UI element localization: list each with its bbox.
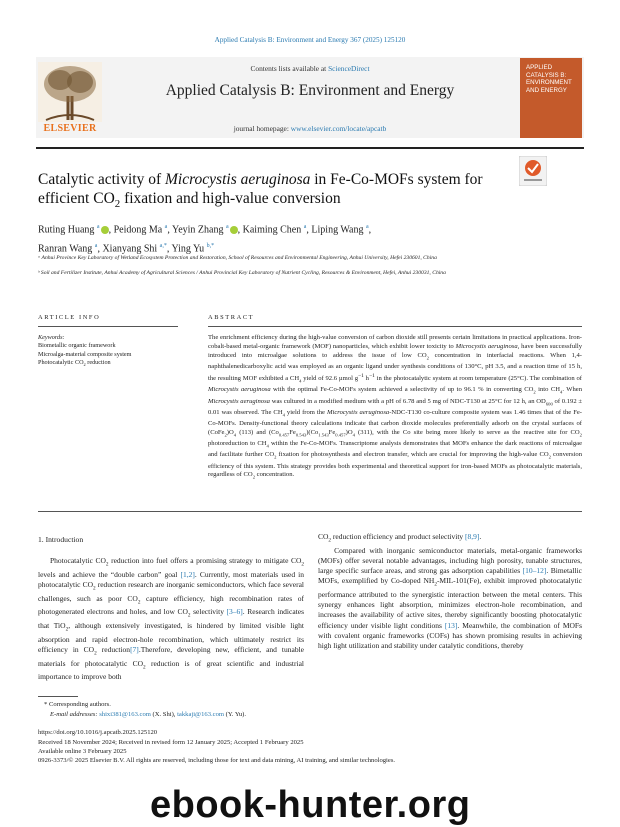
email-link-shi[interactable]: shixi381@163.com [99, 711, 151, 718]
affiliation-marker[interactable]: a [225, 224, 229, 230]
contents-prefix: Contents lists available at [250, 64, 329, 73]
abstract-rule [208, 326, 582, 327]
section-heading-introduction: 1. Introduction [38, 535, 84, 544]
elsevier-tree-logo [38, 62, 102, 122]
copyright-line: 0926-3373/© 2025 Elsevier B.V. All rights are reserved, including those for text and data mining, AI training, and similar technologies. [38, 757, 396, 764]
affiliation-marker[interactable]: a [164, 224, 168, 230]
received-dates: Received 18 November 2024; Received in revised form 12 January 2025; Accepted 1 February 2025 [38, 739, 304, 746]
affiliation-marker[interactable]: a [96, 224, 100, 230]
journal-cover-image[interactable] [520, 58, 582, 138]
journal-reference[interactable]: Applied Catalysis B: Environment and Energy 367 (2025) 125120 [214, 36, 406, 44]
orcid-icon[interactable] [101, 226, 109, 234]
intro-column-left: Photocatalytic $CO_2$ reduction into fuel offers a promising strategy to mitigate $CO_2$ levels and achieve the “double carbon” goal [1,2]. Currently, most materials used in photocatalytic $CO_2$ reduction research are inorganic semiconductors, which face several challenges, such as poor $CO_2$ capture efficiency, high recombination rates of photogenerated electrons and holes, and low $CO_2$ selectivity [3–6]. Research indicates that TiO$_2$, although extensively investigated, is hindered by limited visible light absorption and rapid electron-hole recombination, which ultimately restrict its efficiency in $CO_2$ reduction[7].Therefore, developing new, efficient, and tunable materials for photocatalytic $CO_2$ reduction is of great scientific and industrial importance to improve both [38, 556, 305, 682]
keyword-item: Photocatalytic $CO_2$ reduction [38, 359, 111, 368]
email-line [50, 710, 246, 719]
affiliation-marker[interactable]: a [303, 224, 307, 230]
keywords-label: Keywords: [38, 334, 65, 341]
affiliation-b: ᵇ Soil and Fertilizer Institute, Anhui Academy of Agricultural Sciences / Anhui Provincial Key Laboratory of Nutrient Cycling, Resources & Environment, Hefei, Anhui 230031, China [38, 270, 446, 276]
abstract-bottom-rule [38, 511, 582, 512]
homepage-link[interactable]: www.elsevier.com/locate/apcatb [290, 124, 387, 133]
header-divider [36, 147, 584, 149]
email-prefix: E-mail addresses: [50, 711, 100, 718]
affiliation-marker[interactable]: b,* [206, 243, 215, 250]
article-info-rule [38, 326, 178, 327]
affiliation-a: ᵃ Anhui Province Key Laboratory of Wetland Ecosystem Protection and Restoration, School of Resources and Environmental Engineering, Anhui University, Hefei 230601, China [38, 255, 437, 261]
footnote-rule [38, 696, 78, 697]
orcid-icon[interactable] [230, 226, 238, 234]
watermark-text: ebook-hunter.org [150, 784, 471, 826]
keyword-item: Microalga-material composite system [38, 350, 132, 358]
keywords-block [38, 334, 198, 370]
affiliation-marker[interactable]: a [365, 224, 369, 230]
article-info-label: ARTICLE INFO [38, 314, 101, 321]
check-for-updates-icon[interactable] [519, 156, 547, 186]
author-list[interactable]: Ruting Huang $^a$ , Peidong Ma $^a$, Yeyin Zhang $^a$ , Kaiming Chen $^a$, Liping Wang $^a$, Ranran Wang $^a$, Xianyang Shi $^{a,*}$, Ying Yu $^{b,*}$ [38, 224, 372, 255]
corresponding-note: * Corresponding authors. [44, 701, 111, 708]
affiliation-marker[interactable]: a [94, 243, 98, 250]
homepage-prefix: journal homepage: [233, 124, 291, 133]
affiliation-marker[interactable]: a,* [159, 243, 167, 250]
cover-title: APPLIED CATALYSIS B: ENVIRONMENT AND ENERGY [526, 64, 572, 94]
journal-homepage [120, 124, 500, 133]
publisher-logo-text: ELSEVIER [43, 123, 97, 134]
abstract-text: The enrichment efficiency during the high-value conversion of carbon dioxide still presents certain limitations in practical applications. Iron-cobalt-based metal-organic framework (MOF) nanoparticles, which exhibit lower toxicity to Microcystis aeruginosa, have been successfully introduced into microalgae solutions to address the issue of low $CO_2$ concentration in interfacial reactions. When 1,4-naphthalenedicarboxylic acid was employed as an organic ligand under synthesis conditions of 130°C, pH 3.5, and a reaction time of 15 h, the resulting MOF exhibited a $CH_4$ yield of 92.6 µmol $g^{-1}$ $h^{-1}$ in the photocatalytic system at room temperature (25°C). The combination of Microcystis aeruginosa with the optimal Fe-Co-MOFs system achieved a selectivity of up to 96.1 % in converting $CO_2$ into $CH_4$. When Microcystis aeruginosa was cultured in a modified medium with a pH of 6.78 and 5 mg of NDC-T130 at 25°C for 12 h, an $OD_{600}$ of 0.192 ± 0.01 was observed. The $CH_4$ yield from the Microcystis aeruginosa-NDC-T130 co-culture composite system was 1.46 times that of the Fe-Co-MOFs. Density-functional theory calculations indicate that carbon dioxide molecules preferentially adsorb on the crystal surfaces of $(CoFe_2)O_4$ (113) and $(Co_{0.457}Fe_{0.543})(Co_{1.543}Fe_{0.457})O_4$ (311), with the Co site being more likely to serve as the reactive site for $CO_2$ photoreduction to $CH_4$ within the Fe-Co-MOFs. Transcriptome analysis demonstrates that MOFs enhance the dark reactions of microalgae and facilitate further $CO_2$ fixation for photosynthesis and electron transfer, which are crucial for improving the high-value $CO_2$ conversion efficiency of this system. This strategy provides both experimental and theoretical support for iron-based MOFs as photocatalytic materials, regardless of $CO_2$ concentration. [208, 334, 583, 480]
sciencedirect-link[interactable]: ScienceDirect [328, 64, 370, 73]
abstract-label: ABSTRACT [208, 314, 255, 321]
keyword-item: Biometallic organic framework [38, 342, 116, 350]
email-name-yu: (Y. Yu). [224, 711, 246, 718]
available-online: Available online 3 February 2025 [38, 748, 127, 755]
email-name-shi: (X. Shi), [150, 711, 178, 718]
doi-link[interactable]: https://doi.org/10.1016/j.apcatb.2025.125120 [38, 729, 158, 736]
contents-line [120, 64, 500, 73]
email-link-yu[interactable]: takkaji@163.com [177, 711, 225, 718]
article-title: Catalytic activity of Microcystis aeruginosa in Fe-Co-MOFs system for efficient $CO_2$ fixation and high-value conversion [38, 171, 483, 211]
journal-title: Applied Catalysis B: Environment and Energy [165, 82, 455, 99]
intro-column-right: $CO_2$ reduction efficiency and product selectivity [8,9]. Compared with inorganic semiconductor materials, metal-organic frameworks (MOFs) offer several notable advantages, including high porosity, tunable structures, large specific surface areas, and strong gas adsorption capabilities [10–12]. Bimetallic MOFs, exemplified by Co-doped $NH_2-MIL-101(Fe)$, exhibit improved photocatalytic performance attributed to the synergistic interaction between the metal centers. This synergy enhances light absorption, minimizes electron-hole recombination, and increases the availability of active sites, thereby significantly boosting photocatalytic efficiency under visible light conditions [13]. Meanwhile, the combination of MOFs with covalent organic frameworks (COFs) has shown promising results in achieving high light utilization and stability under catalytic conditions, thereby [318, 532, 583, 651]
